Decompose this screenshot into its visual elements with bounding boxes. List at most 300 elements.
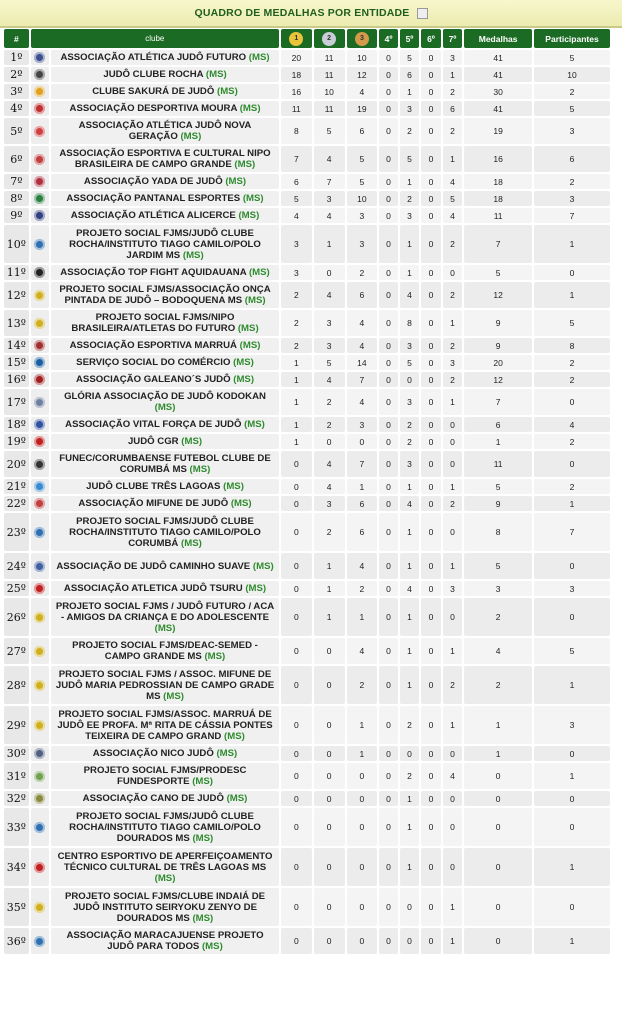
club-logo-icon	[34, 126, 45, 137]
count-medals: 30	[464, 84, 532, 99]
count-seventh: 3	[443, 50, 463, 65]
count-seventh: 4	[443, 174, 463, 189]
club-logo	[31, 888, 49, 926]
count-seventh: 0	[443, 598, 463, 636]
count-fifth: 2	[400, 434, 420, 449]
club-name: PROJETO SOCIAL FJMS/JUDÔ CLUBE ROCHA/INSTITUTO TIAGO CAMILO/POLO CORUMBÁ	[69, 515, 261, 549]
count-fifth: 1	[400, 638, 420, 664]
club-name: ASSOCIAÇÃO CANO DE JUDÔ	[82, 793, 224, 804]
col-4th: 4º	[379, 29, 397, 48]
count-fourth: 0	[379, 50, 397, 65]
rank: 6º	[4, 146, 29, 172]
club-logo	[31, 191, 49, 206]
club-name: ASSOCIAÇÃO ATLÉTICA JUDÔ FUTURO	[60, 52, 247, 63]
club-name-cell	[51, 666, 279, 704]
count-bronze: 6	[347, 118, 378, 144]
rank: 15º	[4, 355, 29, 370]
table-row	[4, 417, 610, 432]
club-logo	[31, 338, 49, 353]
col-medals: Medalhas	[464, 29, 532, 48]
rank: 9º	[4, 208, 29, 223]
rank: 3º	[4, 84, 29, 99]
count-gold: 0	[281, 581, 312, 596]
col-6th: 6º	[421, 29, 441, 48]
table-row	[4, 496, 610, 511]
count-gold: 0	[281, 848, 312, 886]
count-fourth: 0	[379, 372, 397, 387]
count-fifth: 0	[400, 372, 420, 387]
club-name-cell	[51, 118, 279, 144]
count-fifth: 0	[400, 928, 420, 954]
count-sixth: 0	[421, 746, 441, 761]
count-silver: 0	[314, 706, 345, 744]
club-name-cell	[51, 389, 279, 415]
count-seventh: 6	[443, 101, 463, 116]
count-bronze: 4	[347, 84, 378, 99]
club-name: PROJETO SOCIAL FJMS/JUDÔ CLUBE ROCHA/INSTITUTO TIAGO CAMILO/POLO DOURADOS MS	[69, 810, 261, 844]
table-row	[4, 666, 610, 704]
club-name-cell	[51, 598, 279, 636]
count-silver: 0	[314, 808, 345, 846]
count-fifth: 1	[400, 598, 420, 636]
rank: 25º	[4, 581, 29, 596]
count-seventh: 2	[443, 225, 463, 263]
count-gold: 3	[281, 265, 312, 280]
club-logo	[31, 208, 49, 223]
club-name: PROJETO SOCIAL FJMS/JUDÔ CLUBE ROCHA/INSTITUTO TIAGO CAMILO/POLO JARDIM MS	[69, 227, 261, 261]
count-sixth: 0	[421, 338, 441, 353]
count-silver: 2	[314, 389, 345, 415]
count-participants: 4	[534, 417, 610, 432]
count-seventh: 2	[443, 282, 463, 308]
count-participants: 1	[534, 848, 610, 886]
club-name-cell	[51, 746, 279, 761]
rank: 16º	[4, 372, 29, 387]
count-gold: 0	[281, 666, 312, 704]
club-name-cell	[51, 372, 279, 387]
state-tag: (MS)	[238, 210, 260, 221]
count-participants: 10	[534, 67, 610, 82]
club-logo	[31, 372, 49, 387]
state-tag: (MS)	[237, 323, 259, 334]
count-participants: 2	[534, 355, 610, 370]
state-tag: (MS)	[216, 748, 238, 759]
count-seventh: 0	[443, 417, 463, 432]
count-medals: 9	[464, 496, 532, 511]
count-bronze: 7	[347, 451, 378, 477]
table-row	[4, 706, 610, 744]
count-fourth: 0	[379, 598, 397, 636]
club-logo	[31, 581, 49, 596]
rank: 24º	[4, 553, 29, 579]
state-tag: (MS)	[192, 912, 214, 924]
rank: 18º	[4, 417, 29, 432]
count-sixth: 0	[421, 706, 441, 744]
club-logo	[31, 417, 49, 432]
table-row	[4, 479, 610, 494]
count-sixth: 0	[421, 417, 441, 432]
count-bronze: 0	[347, 888, 378, 926]
count-gold: 0	[281, 888, 312, 926]
count-gold: 20	[281, 50, 312, 65]
club-logo-icon	[34, 318, 45, 329]
rank: 33º	[4, 808, 29, 846]
club-name-cell	[51, 791, 279, 806]
club-name-cell	[51, 888, 279, 926]
count-gold: 0	[281, 928, 312, 954]
count-fifth: 1	[400, 265, 420, 280]
club-name-cell	[51, 553, 279, 579]
state-tag: (MS)	[225, 176, 247, 187]
club-name-cell	[51, 146, 279, 172]
count-silver: 5	[314, 118, 345, 144]
count-seventh: 1	[443, 310, 463, 336]
count-participants: 0	[534, 451, 610, 477]
count-silver: 4	[314, 282, 345, 308]
count-fourth: 0	[379, 479, 397, 494]
count-gold: 2	[281, 310, 312, 336]
club-logo-icon	[34, 862, 45, 873]
count-silver: 4	[314, 146, 345, 172]
table-row	[4, 848, 610, 886]
count-fifth: 1	[400, 225, 420, 263]
rank: 34º	[4, 848, 29, 886]
count-fifth: 5	[400, 146, 420, 172]
club-logo	[31, 67, 49, 82]
count-fifth: 1	[400, 553, 420, 579]
count-fifth: 2	[400, 118, 420, 144]
club-name: GLÓRIA ASSOCIAÇÃO DE JUDÔ KODOKAN	[64, 391, 266, 402]
club-name: ASSOCIAÇÃO TOP FIGHT AQUIDAUANA	[60, 267, 247, 278]
count-seventh: 1	[443, 706, 463, 744]
club-logo	[31, 146, 49, 172]
count-sixth: 0	[421, 513, 441, 551]
club-logo-icon	[34, 527, 45, 538]
club-logo	[31, 848, 49, 886]
club-name: FUNEC/CORUMBAENSE FUTEBOL CLUBE DE CORUMBÁ MS	[59, 453, 271, 475]
count-fourth: 0	[379, 888, 397, 926]
club-logo-icon	[34, 154, 45, 165]
club-name-cell	[51, 496, 279, 511]
count-fourth: 0	[379, 84, 397, 99]
count-bronze: 0	[347, 928, 378, 954]
count-fourth: 0	[379, 146, 397, 172]
count-seventh: 1	[443, 479, 463, 494]
club-name: SERVIÇO SOCIAL DO COMÉRCIO	[76, 357, 231, 368]
count-fourth: 0	[379, 513, 397, 551]
club-logo-icon	[34, 822, 45, 833]
count-seventh: 0	[443, 848, 463, 886]
club-logo	[31, 282, 49, 308]
count-silver: 0	[314, 928, 345, 954]
count-medals: 9	[464, 338, 532, 353]
table-row	[4, 355, 610, 370]
count-bronze: 14	[347, 355, 378, 370]
count-seventh: 2	[443, 666, 463, 704]
count-seventh: 0	[443, 451, 463, 477]
club-logo	[31, 265, 49, 280]
count-seventh: 2	[443, 118, 463, 144]
club-name: ASSOCIAÇÃO ESPORTIVA E CULTURAL NIPO BRASILEIRA DE CAMPO GRANDE	[59, 148, 271, 170]
count-silver: 10	[314, 84, 345, 99]
count-silver: 0	[314, 791, 345, 806]
club-name-cell	[51, 50, 279, 65]
count-silver: 0	[314, 746, 345, 761]
count-bronze: 6	[347, 513, 378, 551]
club-name-cell	[51, 928, 279, 954]
table-row	[4, 310, 610, 336]
count-fifth: 1	[400, 174, 420, 189]
count-fifth: 5	[400, 355, 420, 370]
club-name-cell	[51, 310, 279, 336]
club-name: ASSOCIAÇÃO ATLÉTICA ALICERCE	[70, 210, 236, 221]
count-medals: 2	[464, 598, 532, 636]
count-seventh: 0	[443, 513, 463, 551]
table-row	[4, 746, 610, 761]
club-logo-icon	[34, 69, 45, 80]
club-logo-icon	[34, 86, 45, 97]
rank: 17º	[4, 389, 29, 415]
count-participants: 0	[534, 389, 610, 415]
count-medals: 12	[464, 372, 532, 387]
count-silver: 1	[314, 553, 345, 579]
count-fourth: 0	[379, 338, 397, 353]
club-logo-icon	[34, 646, 45, 657]
club-name-cell	[51, 513, 279, 551]
count-fourth: 0	[379, 191, 397, 206]
count-bronze: 3	[347, 417, 378, 432]
count-medals: 1	[464, 706, 532, 744]
club-name-cell	[51, 338, 279, 353]
club-name-cell	[51, 763, 279, 789]
count-bronze: 0	[347, 434, 378, 449]
club-name-cell	[51, 84, 279, 99]
count-silver: 0	[314, 434, 345, 449]
club-name: ASSOCIAÇÃO ATLETICA JUDÔ TSURU	[63, 583, 243, 594]
count-seventh: 1	[443, 67, 463, 82]
count-fourth: 0	[379, 848, 397, 886]
count-medals: 1	[464, 746, 532, 761]
count-seventh: 1	[443, 389, 463, 415]
state-tag: (MS)	[217, 86, 238, 97]
count-medals: 7	[464, 389, 532, 415]
count-gold: 0	[281, 598, 312, 636]
count-seventh: 1	[443, 928, 463, 954]
table-row	[4, 84, 610, 99]
count-sixth: 0	[421, 310, 441, 336]
count-participants: 5	[534, 638, 610, 664]
count-participants: 3	[534, 706, 610, 744]
count-gold: 1	[281, 417, 312, 432]
state-tag: (MS)	[201, 941, 223, 952]
count-fifth: 1	[400, 666, 420, 704]
count-gold: 0	[281, 638, 312, 664]
table-row	[4, 888, 610, 926]
count-medals: 12	[464, 282, 532, 308]
rank: 36º	[4, 928, 29, 954]
club-logo-icon	[34, 267, 45, 278]
rank: 14º	[4, 338, 29, 353]
club-name: PROJETO SOCIAL FJMS/ASSOCIAÇÃO ONÇA PINTADA DE JUDÔ – BODOQUENA MS	[59, 284, 271, 306]
col-5th: 5º	[400, 29, 420, 48]
rank: 23º	[4, 513, 29, 551]
club-name: ASSOCIAÇÃO VITAL FORÇA DE JUDÔ	[65, 419, 242, 430]
club-name-cell	[51, 581, 279, 596]
rank: 13º	[4, 310, 29, 336]
count-fourth: 0	[379, 225, 397, 263]
count-bronze: 6	[347, 496, 378, 511]
count-fifth: 3	[400, 338, 420, 353]
count-seventh: 4	[443, 763, 463, 789]
count-bronze: 2	[347, 581, 378, 596]
club-logo	[31, 434, 49, 449]
count-fifth: 5	[400, 50, 420, 65]
count-participants: 0	[534, 888, 610, 926]
count-sixth: 0	[421, 372, 441, 387]
count-gold: 2	[281, 282, 312, 308]
count-sixth: 0	[421, 479, 441, 494]
count-bronze: 0	[347, 763, 378, 789]
count-participants: 3	[534, 581, 610, 596]
count-bronze: 3	[347, 208, 378, 223]
count-fifth: 8	[400, 310, 420, 336]
count-gold: 0	[281, 553, 312, 579]
state-tag: (MS)	[192, 832, 214, 844]
count-silver: 11	[314, 101, 345, 116]
club-logo	[31, 928, 49, 954]
count-fifth: 1	[400, 84, 420, 99]
rank: 21º	[4, 479, 29, 494]
state-tag: (MS)	[252, 560, 274, 572]
club-name: ASSOCIAÇÃO DESPORTIVA MOURA	[69, 103, 238, 114]
count-fifth: 2	[400, 417, 420, 432]
count-bronze: 5	[347, 146, 378, 172]
club-name: PROJETO SOCIAL FJMS/ASSOC. MARRUÁ DE JUDÔ EE PROFA. Mª RITA DE CÁSSIA PONTES TEIXEIRA DE CAMPO GRAND	[57, 708, 273, 742]
club-logo	[31, 479, 49, 494]
count-fifth: 0	[400, 888, 420, 926]
count-sixth: 0	[421, 598, 441, 636]
count-sixth: 0	[421, 638, 441, 664]
count-silver: 11	[314, 50, 345, 65]
rank: 11º	[4, 265, 29, 280]
count-bronze: 3	[347, 225, 378, 263]
count-sixth: 0	[421, 84, 441, 99]
count-sixth: 0	[421, 581, 441, 596]
club-logo-icon	[34, 290, 45, 301]
state-tag: (MS)	[248, 267, 270, 278]
count-sixth: 0	[421, 101, 441, 116]
count-bronze: 10	[347, 50, 378, 65]
rank: 20º	[4, 451, 29, 477]
state-tag: (MS)	[224, 730, 245, 742]
col-pos: #	[4, 29, 29, 48]
count-seventh: 4	[443, 208, 463, 223]
club-name: JUDÔ CLUBE TRÊS LAGOAS	[86, 481, 221, 492]
count-gold: 0	[281, 791, 312, 806]
count-silver: 1	[314, 225, 345, 263]
state-tag: (MS)	[189, 464, 211, 475]
gold-medal-icon: 1	[289, 32, 303, 46]
count-fourth: 0	[379, 666, 397, 704]
count-sixth: 0	[421, 50, 441, 65]
count-medals: 5	[464, 553, 532, 579]
club-logo-icon	[34, 340, 45, 351]
rank: 8º	[4, 191, 29, 206]
count-medals: 18	[464, 191, 532, 206]
club-name: JUDÔ CGR	[127, 436, 179, 447]
count-participants: 2	[534, 372, 610, 387]
count-participants: 2	[534, 84, 610, 99]
count-gold: 3	[281, 225, 312, 263]
count-bronze: 4	[347, 389, 378, 415]
table-row	[4, 338, 610, 353]
count-silver: 4	[314, 372, 345, 387]
count-seventh: 0	[443, 746, 463, 761]
count-sixth: 0	[421, 763, 441, 789]
count-seventh: 2	[443, 372, 463, 387]
count-seventh: 5	[443, 191, 463, 206]
count-silver: 0	[314, 888, 345, 926]
club-logo	[31, 706, 49, 744]
table-header-row	[4, 29, 610, 48]
count-sixth: 0	[421, 434, 441, 449]
count-fourth: 0	[379, 553, 397, 579]
count-sixth: 0	[421, 888, 441, 926]
count-gold: 1	[281, 355, 312, 370]
count-fifth: 6	[400, 67, 420, 82]
count-participants: 1	[534, 763, 610, 789]
club-logo-icon	[34, 498, 45, 509]
count-fourth: 0	[379, 791, 397, 806]
count-participants: 0	[534, 746, 610, 761]
count-bronze: 1	[347, 746, 378, 761]
count-participants: 0	[534, 265, 610, 280]
checkbox-icon[interactable]	[417, 8, 428, 19]
count-participants: 6	[534, 146, 610, 172]
count-gold: 4	[281, 208, 312, 223]
count-gold: 0	[281, 706, 312, 744]
count-gold: 0	[281, 451, 312, 477]
club-logo	[31, 513, 49, 551]
count-sixth: 0	[421, 265, 441, 280]
count-fourth: 0	[379, 310, 397, 336]
state-tag: (MS)	[192, 776, 213, 787]
count-fourth: 0	[379, 67, 397, 82]
count-silver: 3	[314, 310, 345, 336]
club-logo-icon	[34, 210, 45, 221]
table-row	[4, 638, 610, 664]
count-gold: 0	[281, 479, 312, 494]
count-bronze: 7	[347, 372, 378, 387]
club-logo-icon	[34, 459, 45, 470]
count-fourth: 0	[379, 928, 397, 954]
club-name: ASSOCIAÇÃO ESPORTIVA MARRUÁ	[69, 340, 237, 351]
count-fifth: 3	[400, 101, 420, 116]
count-bronze: 1	[347, 706, 378, 744]
count-gold: 8	[281, 118, 312, 144]
count-medals: 0	[464, 928, 532, 954]
count-fourth: 0	[379, 208, 397, 223]
count-bronze: 0	[347, 848, 378, 886]
state-tag: (MS)	[163, 690, 184, 702]
club-logo-icon	[34, 397, 45, 408]
club-name-cell	[51, 434, 279, 449]
club-logo-icon	[34, 176, 45, 187]
count-silver: 3	[314, 496, 345, 511]
club-name: PROJETO SOCIAL FJMS/NIPO BRASILEIRA/ATLETAS DO FUTURO	[71, 312, 236, 334]
state-tag: (MS)	[154, 402, 176, 413]
rank: 31º	[4, 763, 29, 789]
